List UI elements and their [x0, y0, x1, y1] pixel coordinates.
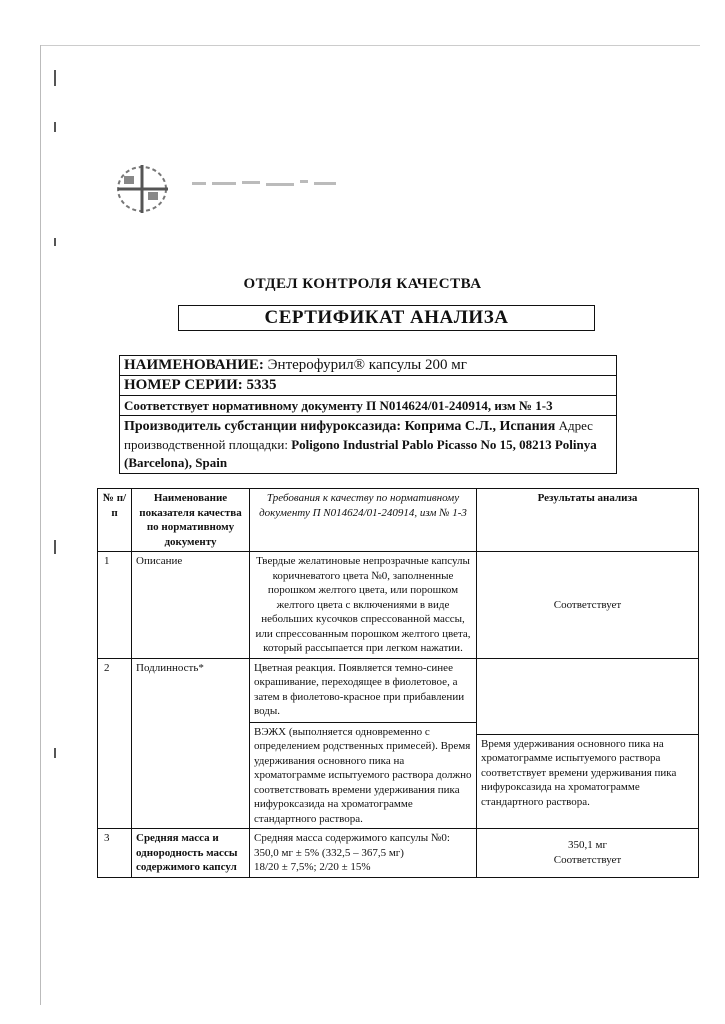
- producer-lead: Производитель субстанции нифуроксазида: Коприма С.Л., Испания: [124, 419, 556, 434]
- row-requirement-b: ВЭЖХ (выполняется одновременно с определением родственных примесей). Время удерживания основного пика на хроматограмме испытуемого раствора должно соответствовать времени удерживания пика нифуроксазида на хроматограмме стандартного раствора.: [250, 722, 476, 829]
- row-num: 3: [98, 829, 132, 878]
- row-result-status: Соответствует: [553, 853, 622, 866]
- scan-mark: [54, 748, 56, 758]
- product-name-row: [120, 356, 616, 376]
- product-name-value: Энтерофурил® капсулы 200 мг: [267, 357, 467, 373]
- logo-faint-text: [192, 176, 342, 192]
- scan-mark: [54, 70, 56, 86]
- analysis-table: [97, 488, 699, 878]
- row-result-b: Время удерживания основного пика на хроматограмме испытуемого раствора соответствует времени удерживания пика нифуроксазида на хроматограмме стандартного раствора.: [477, 734, 698, 812]
- row-requirement-line: 18/20 ± 7,5%; 2/20 ± 15%: [254, 861, 371, 873]
- row-num: 1: [98, 552, 132, 659]
- row-indicator: Средняя масса и однородность массы содержимого капсул: [132, 829, 250, 878]
- row-requirement-group: [250, 658, 477, 829]
- scan-mark: [54, 122, 56, 132]
- header-results: Результаты анализа: [477, 489, 699, 552]
- row-requirement-group: [250, 829, 477, 878]
- table-row: [98, 658, 699, 829]
- company-logo: [112, 162, 176, 216]
- page-frame-left: [40, 45, 41, 1005]
- product-info-box: [119, 355, 617, 474]
- table-row: [98, 829, 699, 878]
- page-frame-top: [40, 45, 700, 46]
- department-heading: ОТДЕЛ КОНТРОЛЯ КАЧЕСТВА: [243, 276, 482, 292]
- row-result-a-empty: [481, 661, 694, 731]
- scan-mark: [54, 540, 56, 554]
- row-indicator: Описание: [132, 552, 250, 659]
- series-label: НОМЕР СЕРИИ:: [124, 377, 243, 393]
- row-result-group: [477, 829, 699, 878]
- header-requirements: Требования к качеству по нормативному документу П N014624/01-240914, изм № 1-3: [250, 489, 477, 552]
- compliance-text: Соответствует нормативному документу П N014624/01-240914, изм № 1-3: [124, 398, 553, 413]
- compliance-row: [120, 396, 616, 416]
- row-requirement: Твердые желатиновые непрозрачные капсулы коричневатого цвета №0, заполненные порошком желтого цвета, или порошком желтого цвета с включениями в виде небольших кусочков спрессованной массы, или спрессованным порошком желтого цвета, который рассыпается при легком нажатии.: [250, 552, 477, 659]
- row-result-group: [477, 658, 699, 829]
- series-value: 5335: [246, 377, 277, 393]
- table-header-row: [98, 489, 699, 552]
- row-indicator: Подлинность*: [132, 658, 250, 829]
- row-result-value: 350,1 мг: [568, 839, 607, 852]
- producer-address: Poligono Industrial Pablo Picasso No 15, 08213 Polinya (Barcelona), Spain: [124, 437, 597, 470]
- table-row: [98, 552, 699, 659]
- row-result: Соответствует: [477, 552, 699, 659]
- series-row: [120, 376, 616, 396]
- certificate-title: СЕРТИФИКАТ АНАЛИЗА: [178, 305, 595, 331]
- producer-address-label: Адрес производственной площадки:: [124, 418, 593, 452]
- row-requirement-a: Цветная реакция. Появляется темно-синее окрашивание, переходящее в фиолетовое, а затем в фиолетово-красное при прибавлении воды.: [254, 661, 465, 717]
- scan-mark: [54, 238, 56, 246]
- product-name-label: НАИМЕНОВАНИЕ:: [124, 357, 264, 373]
- header-num: № п/п: [98, 489, 132, 552]
- row-num: 2: [98, 658, 132, 829]
- header-indicator: Наименование показателя качества по нормативному документу: [132, 489, 250, 552]
- row-requirement-line: 350,0 мг ± 5% (332,5 – 367,5 мг): [254, 846, 404, 859]
- row-requirement-line: Средняя масса содержимого капсулы №0:: [254, 832, 450, 844]
- producer-row: [120, 416, 616, 473]
